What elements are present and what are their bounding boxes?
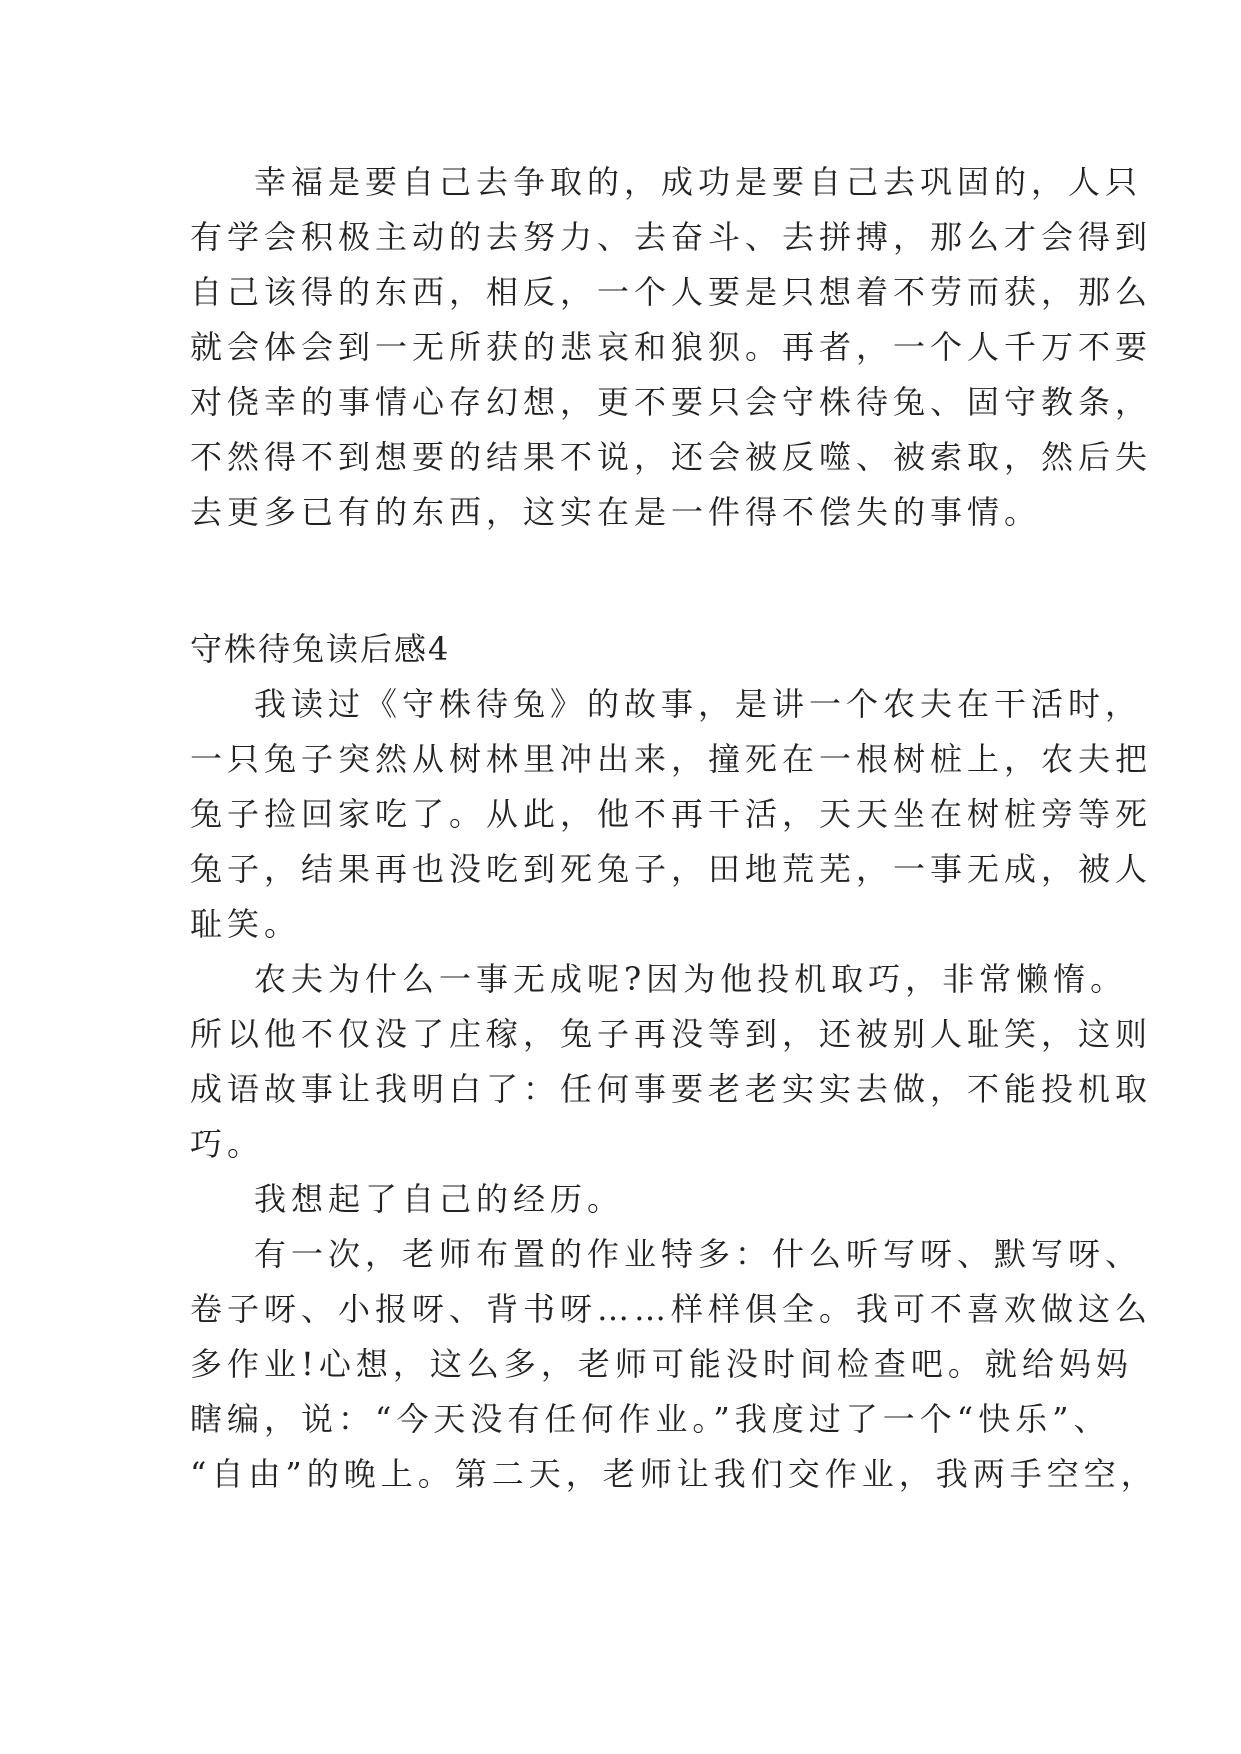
paragraph-line: 对侥幸的事情心存幻想，更不要只会守株待兔、固守教条， xyxy=(190,383,1153,421)
paragraph-line: 不然得不到想要的结果不说，还会被反噬、被索取，然后失 xyxy=(190,438,1153,476)
paragraph-line: 农夫为什么一事无成呢?因为他投机取巧，非常懒惰。 xyxy=(254,960,1128,998)
paragraph-line: 兔子捡回家吃了。从此，他不再干活，天天坐在树桩旁等死 xyxy=(190,795,1153,833)
paragraph-line: 所以他不仅没了庄稼，兔子再没等到，还被别人耻笑，这则 xyxy=(190,1015,1153,1053)
paragraph-line: 成语故事让我明白了：任何事要老老实实去做，不能投机取 xyxy=(190,1070,1153,1108)
section-heading: 守株待兔读后感4 xyxy=(190,630,451,668)
paragraph-line: 就会体会到一无所获的悲哀和狼狈。再者，一个人千万不要 xyxy=(190,328,1153,366)
paragraph-line: 我读过《守株待兔》的故事，是讲一个农夫在干活时， xyxy=(254,685,1143,723)
paragraph-line: 耻笑。 xyxy=(190,905,302,943)
paragraph-line: 幸福是要自己去争取的，成功是要自己去巩固的，人只 xyxy=(254,163,1143,201)
paragraph-line: 我想起了自己的经历。 xyxy=(254,1180,625,1218)
paragraph-line: 卷子呀、小报呀、背书呀……样样俱全。我可不喜欢做这么 xyxy=(190,1290,1153,1328)
paragraph-line: “自由”的晚上。第二天，老师让我们交作业，我两手空空， xyxy=(190,1455,1158,1493)
paragraph-line: 去更多已有的东西，这实在是一件得不偿失的事情。 xyxy=(190,493,1042,531)
paragraph-line: 多作业!心想，这么多，老师可能没时间检查吧。就给妈妈 xyxy=(190,1345,1133,1383)
paragraph-line: 瞎编，说：“今天没有任何作业。”我度过了一个“快乐”、 xyxy=(190,1400,1111,1438)
paragraph-line: 兔子，结果再也没吃到死兔子，田地荒芜，一事无成，被人 xyxy=(190,850,1153,888)
paragraph-line: 巧。 xyxy=(190,1125,265,1163)
paragraph-line: 一只兔子突然从树林里冲出来，撞死在一根树桩上，农夫把 xyxy=(190,740,1153,778)
paragraph-line: 自己该得的东西，相反，一个人要是只想着不劳而获，那么 xyxy=(190,273,1153,311)
paragraph-line: 有一次，老师布置的作业特多：什么听写呀、默写呀、 xyxy=(254,1235,1143,1273)
paragraph-line: 有学会积极主动的去努力、去奋斗、去拼搏，那么才会得到 xyxy=(190,218,1153,256)
